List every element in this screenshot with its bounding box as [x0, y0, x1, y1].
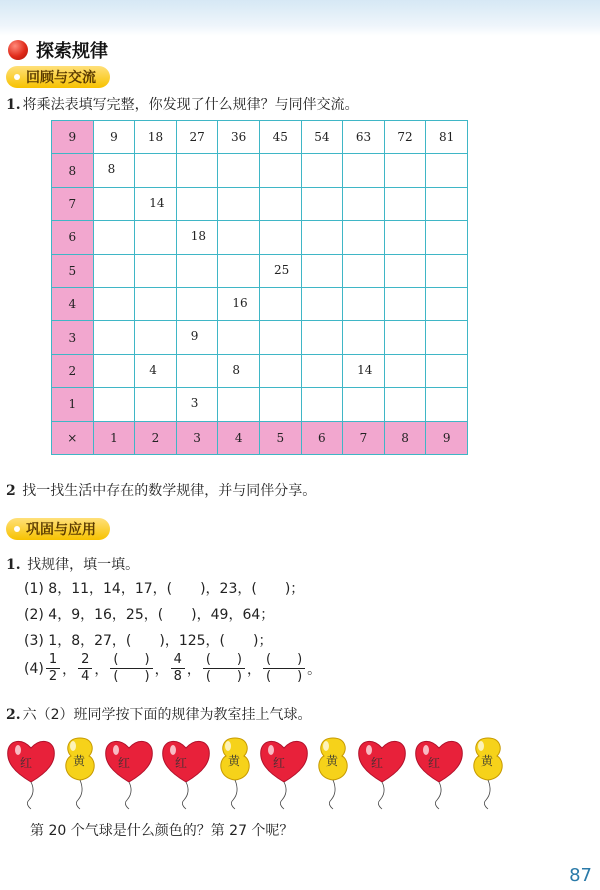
table-cell[interactable] [259, 287, 301, 320]
balloon-label: 红 [371, 756, 384, 770]
page-number: 87 [569, 865, 592, 886]
table-cell[interactable] [259, 321, 301, 354]
table-cell[interactable] [176, 354, 218, 387]
table-cell[interactable] [426, 221, 468, 254]
review-question-1 [6, 94, 359, 114]
table-header-cell: 2 [52, 354, 94, 387]
table-row [52, 187, 468, 220]
tag-review [6, 66, 110, 88]
pattern-line-4-suffix: 。 [307, 661, 322, 678]
balloon-label: 红 [20, 756, 33, 770]
table-cell[interactable] [135, 221, 177, 254]
bullet-icon [14, 526, 20, 532]
apply-q1-number: 1. [6, 557, 21, 573]
table-header-cell: 4 [218, 421, 260, 454]
pattern-line-4: (4) $\frac{1}{2}$ ， $\frac{2}{4}$ ， $\frac{( )}{( )}$ ， $\frac{4}{8}$ ， $\frac{( )}{( )}$ ， $\frac{( )}{( )}$ 。 [24, 652, 322, 684]
table-row [52, 421, 468, 454]
table-cell[interactable] [135, 287, 177, 320]
balloon-icon [159, 734, 213, 810]
apply-q2-text: 六（2）班同学按下面的规律为教室挂上气球。 [22, 707, 312, 723]
balloon-label: 红 [428, 756, 441, 770]
table-cell[interactable] [93, 187, 135, 220]
table-cell[interactable] [135, 388, 177, 421]
fraction-blank[interactable] [263, 652, 305, 685]
apply-question-1 [6, 554, 139, 574]
fraction-blank[interactable] [110, 652, 152, 685]
table-cell[interactable]: 18 [135, 121, 177, 154]
fraction-numerator: ( ) [263, 652, 305, 669]
table-header-cell: 5 [52, 254, 94, 287]
table-header-cell: 7 [343, 421, 385, 454]
pattern-line-2: (2) 4，9，16，25，( )，49，64； [24, 607, 275, 623]
table-cell[interactable] [343, 254, 385, 287]
balloon-question: 第 20 个气球是什么颜色的？第 27 个呢？ [30, 823, 294, 839]
balloon-icon [216, 734, 254, 810]
red-balloon [412, 734, 466, 810]
table-header-cell: 4 [52, 287, 94, 320]
table-cell[interactable]: 16 [218, 287, 260, 320]
table-row [52, 221, 468, 254]
table-row [52, 321, 468, 354]
balloon-label: 黄 [326, 754, 339, 768]
fraction-numerator: 4 [171, 652, 185, 669]
table-header-cell: 5 [259, 421, 301, 454]
table-cell[interactable] [426, 187, 468, 220]
table-cell[interactable] [343, 287, 385, 320]
yellow-balloon [469, 734, 507, 810]
red-balloon [355, 734, 409, 810]
balloon-icon [4, 734, 58, 810]
table-cell[interactable]: 8 [218, 354, 260, 387]
table-cell[interactable] [135, 321, 177, 354]
table-cell[interactable] [218, 154, 260, 187]
red-dot-icon [8, 40, 28, 60]
fraction-numerator: 2 [78, 652, 92, 669]
balloon-icon [61, 734, 99, 810]
table-cell[interactable] [384, 221, 426, 254]
table-cell[interactable]: 4 [135, 354, 177, 387]
fraction-denominator: 4 [81, 669, 90, 684]
table-cell[interactable]: 25 [259, 254, 301, 287]
table-cell[interactable] [343, 321, 385, 354]
red-balloon [4, 734, 58, 810]
table-cell[interactable] [301, 154, 343, 187]
fraction-numerator: ( ) [110, 652, 152, 669]
table-cell[interactable] [218, 221, 260, 254]
balloon-row [0, 734, 600, 810]
table-cell[interactable] [384, 254, 426, 287]
table-cell[interactable]: 45 [259, 121, 301, 154]
table-cell[interactable] [259, 187, 301, 220]
table-cell[interactable]: 9 [93, 121, 135, 154]
table-cell[interactable]: 14 [343, 354, 385, 387]
table-cell[interactable] [259, 221, 301, 254]
table-cell[interactable] [426, 254, 468, 287]
red-balloon [102, 734, 156, 810]
table-row [52, 254, 468, 287]
balloon-icon [102, 734, 156, 810]
table-cell[interactable] [301, 354, 343, 387]
table-cell[interactable] [93, 388, 135, 421]
fraction-denominator: ( ) [266, 669, 303, 684]
table-cell[interactable]: 36 [218, 121, 260, 154]
table-cell[interactable] [135, 154, 177, 187]
table-cell[interactable] [93, 221, 135, 254]
balloon-label: 红 [175, 756, 188, 770]
table-cell[interactable]: 54 [301, 121, 343, 154]
table-cell[interactable] [426, 321, 468, 354]
balloon-label: 红 [118, 756, 131, 770]
table-cell[interactable]: 9 [176, 321, 218, 354]
red-balloon [159, 734, 213, 810]
table-cell[interactable]: 81 [426, 121, 468, 154]
balloon-icon [355, 734, 409, 810]
fraction [78, 652, 92, 685]
table-cell[interactable] [93, 254, 135, 287]
fraction-denominator: 8 [173, 669, 182, 684]
table-row [52, 154, 468, 187]
table-header-cell: 6 [301, 421, 343, 454]
table-cell[interactable] [301, 388, 343, 421]
bullet-icon [14, 74, 20, 80]
table-header-cell: 2 [135, 421, 177, 454]
table-cell[interactable] [218, 388, 260, 421]
apply-q1-text: 找规律，填一填。 [27, 557, 140, 573]
table-header-cell: 8 [384, 421, 426, 454]
table-cell[interactable] [259, 354, 301, 387]
pattern-line-1: (1) 8，11，14，17，( )，23，( )； [24, 581, 305, 597]
fraction [171, 652, 185, 685]
yellow-balloon [314, 734, 352, 810]
fraction-numerator: ( ) [203, 652, 245, 669]
table-cell[interactable] [176, 154, 218, 187]
tag-apply [6, 518, 110, 540]
table-cell[interactable] [135, 254, 177, 287]
table-header-cell: 1 [93, 421, 135, 454]
top-band [0, 0, 600, 36]
fraction [46, 652, 60, 685]
table-cell[interactable] [343, 221, 385, 254]
table-cell[interactable] [259, 154, 301, 187]
table-header-cell: 6 [52, 221, 94, 254]
table-cell[interactable] [301, 221, 343, 254]
table-cell[interactable] [384, 154, 426, 187]
table-cell[interactable] [384, 287, 426, 320]
table-header-cell: 1 [52, 388, 94, 421]
tag-apply-label: 巩固与应用 [26, 522, 96, 538]
apply-q2-number: 2. [6, 707, 21, 723]
table-row [52, 354, 468, 387]
table-cell[interactable]: 14 [135, 187, 177, 220]
section-title [8, 38, 108, 62]
table-header-cell: 9 [426, 421, 468, 454]
table-cell[interactable] [384, 388, 426, 421]
balloon-icon [412, 734, 466, 810]
table-cell[interactable]: 3 [176, 388, 218, 421]
table-cell[interactable]: 63 [343, 121, 385, 154]
table-cell[interactable] [384, 354, 426, 387]
table-cell[interactable] [426, 388, 468, 421]
table-header-cell: 7 [52, 187, 94, 220]
yellow-balloon [216, 734, 254, 810]
review-q2-text: 找一找生活中存在的数学规律，并与同伴分享。 [22, 483, 317, 499]
table-cell[interactable] [93, 354, 135, 387]
table-header-cell: × [52, 421, 94, 454]
table-cell[interactable] [176, 287, 218, 320]
fraction-denominator: 2 [48, 669, 58, 684]
multiplication-table [51, 120, 468, 455]
table-cell[interactable] [301, 254, 343, 287]
table-cell[interactable] [218, 254, 260, 287]
table-cell[interactable] [218, 187, 260, 220]
table-cell[interactable] [384, 321, 426, 354]
table-cell[interactable] [93, 321, 135, 354]
section-title-text: 探索规律 [36, 41, 108, 62]
table-cell[interactable]: 18 [176, 221, 218, 254]
table-header-cell: 9 [52, 121, 94, 154]
review-question-2 [6, 480, 316, 500]
table-cell[interactable] [426, 354, 468, 387]
table-cell[interactable] [426, 287, 468, 320]
red-balloon [257, 734, 311, 810]
table-cell[interactable] [218, 321, 260, 354]
fraction-blank[interactable] [203, 652, 245, 685]
pattern-line-3: (3) 1，8，27，( )，125，( )； [24, 633, 273, 649]
table-cell[interactable] [259, 388, 301, 421]
balloon-icon [469, 734, 507, 810]
table-cell[interactable]: 72 [384, 121, 426, 154]
table-row [52, 388, 468, 421]
table-row [52, 287, 468, 320]
table-cell[interactable] [176, 187, 218, 220]
review-q1-number: 1. [6, 97, 21, 113]
yellow-balloon [61, 734, 99, 810]
review-q2-number: 2 [6, 483, 16, 499]
table-cell[interactable] [384, 187, 426, 220]
balloon-label: 红 [273, 756, 286, 770]
table-cell[interactable] [343, 187, 385, 220]
table-cell[interactable] [93, 287, 135, 320]
table-cell[interactable]: 27 [176, 121, 218, 154]
table-cell[interactable] [301, 187, 343, 220]
table-header-cell: 3 [52, 321, 94, 354]
apply-question-2 [6, 704, 312, 724]
table-cell[interactable] [176, 254, 218, 287]
table-header-cell: 8 [52, 154, 94, 187]
fraction-numerator: 1 [46, 652, 60, 669]
balloon-icon [314, 734, 352, 810]
table-cell[interactable] [426, 154, 468, 187]
fraction-denominator: ( ) [113, 669, 150, 684]
review-q1-text: 将乘法表填写完整，你发现了什么规律？与同伴交流。 [22, 97, 359, 113]
table-cell[interactable] [301, 321, 343, 354]
table-cell[interactable]: 8 [93, 154, 135, 187]
balloon-label: 黄 [228, 754, 241, 768]
table-cell[interactable] [343, 154, 385, 187]
fraction-denominator: ( ) [205, 669, 242, 684]
table-header-cell: 3 [176, 421, 218, 454]
tag-review-label: 回顾与交流 [26, 70, 96, 86]
table-cell[interactable] [343, 388, 385, 421]
balloon-label: 黄 [481, 754, 494, 768]
balloon-icon [257, 734, 311, 810]
table-row [52, 121, 468, 154]
pattern-line-4-prefix: (4) [24, 660, 44, 677]
table-cell[interactable] [301, 287, 343, 320]
balloon-label: 黄 [73, 754, 86, 768]
